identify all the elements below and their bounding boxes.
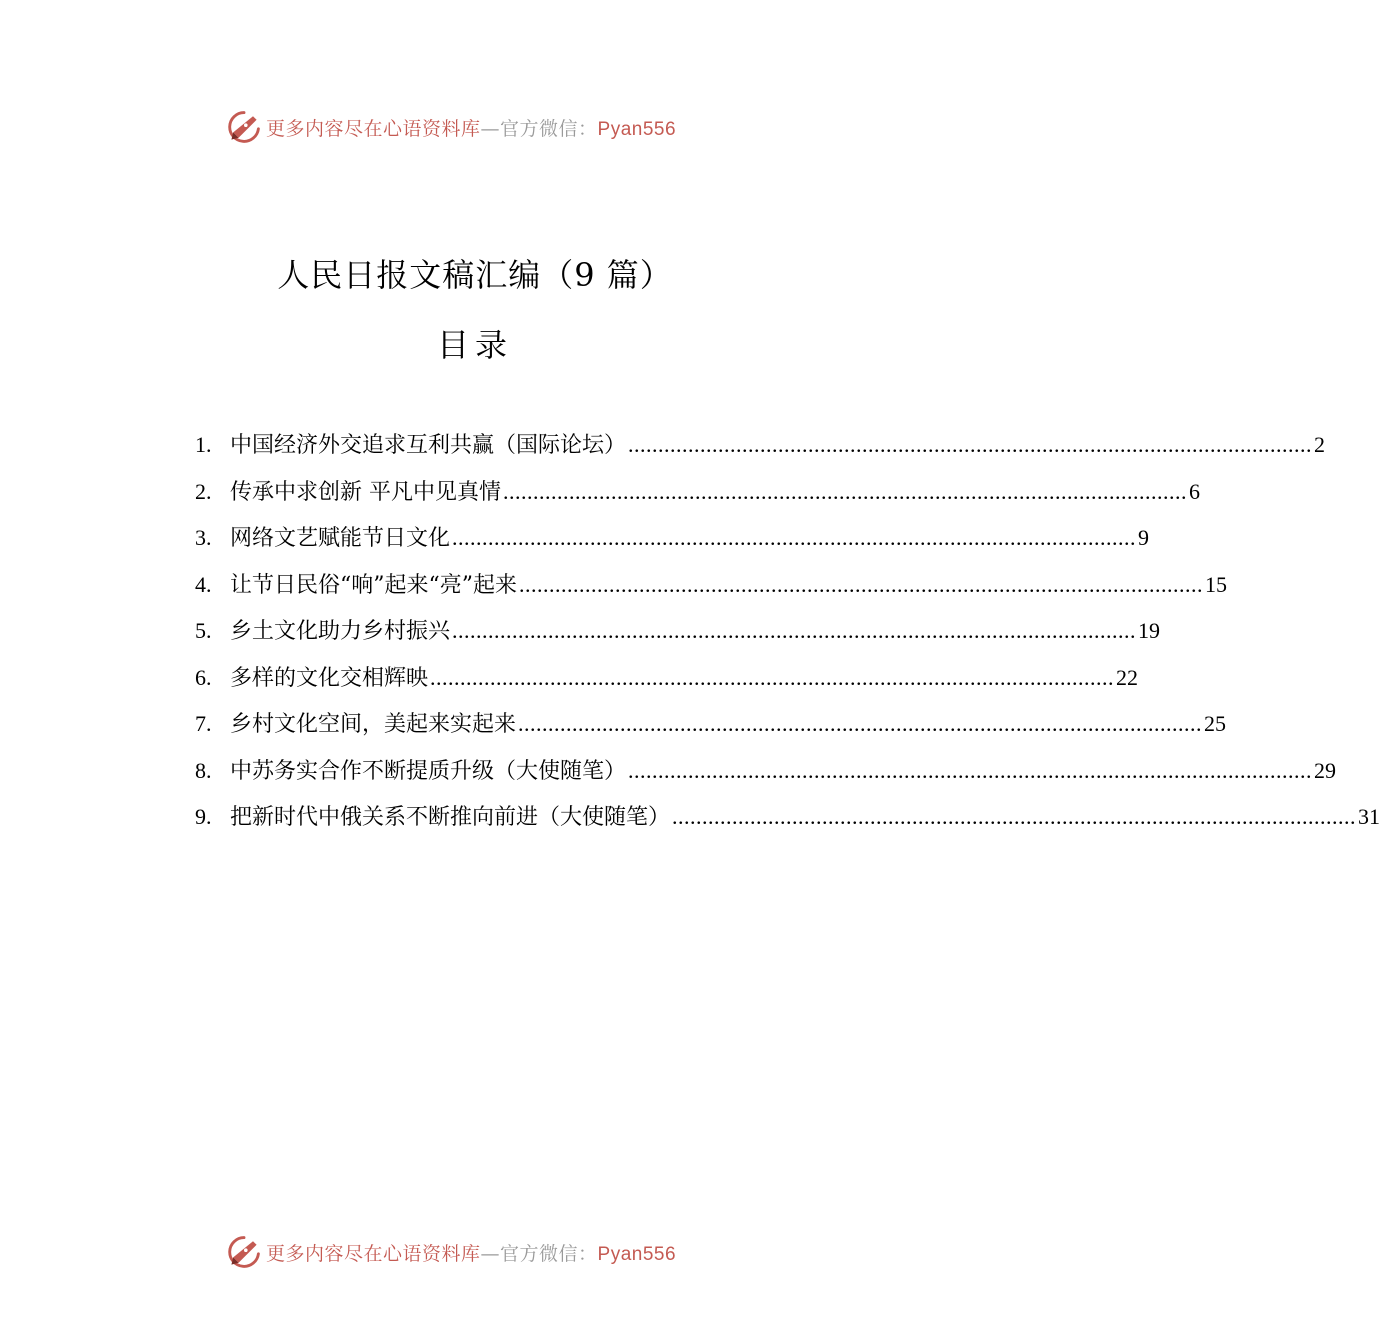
watermark-site-text: 更多内容尽在心语资料库 (266, 1242, 481, 1265)
toc-entry-page: 29 (1314, 757, 1337, 783)
toc-leader-dots: .................................................................................................................. (672, 804, 1357, 829)
toc-entry-1[interactable] (195, 428, 1326, 475)
toc-entry-page: 6 (1189, 478, 1200, 504)
toc-entry-page: 22 (1116, 664, 1139, 690)
toc-entry-4[interactable] (195, 568, 1227, 615)
watermark-wechat-id: Pyan556 (597, 118, 677, 140)
toc-entry-3[interactable] (195, 521, 1150, 568)
toc-entry-page: 9 (1138, 525, 1150, 550)
toc-entry-number: 2. (195, 478, 212, 504)
toc-entry-9[interactable] (195, 800, 1380, 847)
toc-entry-title: 乡村文化空间，美起来实起来 (230, 712, 517, 737)
toc-entry-number: 1. (195, 432, 212, 457)
toc-entry-8[interactable] (195, 754, 1337, 801)
toc-leader-dots: .................................................................................................................. (519, 571, 1203, 597)
toc-entry-title: 多样的文化交相辉映 (230, 665, 429, 691)
toc-entry-7[interactable] (195, 707, 1227, 754)
toc-entry-title: 中国经济外交追求互利共赢（国际论坛） (230, 433, 627, 458)
pen-nib-logo-icon (226, 109, 262, 145)
toc-entry-page: 19 (1138, 618, 1161, 643)
toc-entry-page: 2 (1314, 432, 1326, 457)
toc-entry-number: 3. (195, 525, 212, 550)
watermark-separator: — (480, 117, 501, 140)
watermark-wechat-id: Pyan556 (597, 1243, 677, 1265)
toc-entry-title: 中苏务实合作不断提质升级（大使随笔） (230, 758, 627, 784)
watermark-separator: — (480, 1242, 501, 1265)
toc-leader-dots: .................................................................................................................. (452, 618, 1137, 643)
toc-entry-page: 31 (1358, 804, 1380, 829)
toc-leader-dots: .................................................................................................................. (430, 664, 1115, 690)
watermark-official-text: 官方微信： (500, 117, 598, 140)
toc-leader-dots: .................................................................................................................. (503, 478, 1187, 504)
watermark-official-text: 官方微信： (500, 1242, 598, 1265)
toc-entry-number: 4. (195, 571, 212, 597)
toc-entry-6[interactable] (195, 661, 1139, 708)
pen-nib-logo-icon (226, 1234, 262, 1270)
toc-entry-number: 6. (195, 664, 212, 690)
toc-entry-title: 传承中求创新 平凡中见真情 (230, 479, 501, 505)
toc-leader-dots: .................................................................................................................. (628, 757, 1313, 783)
watermark-text (266, 114, 676, 141)
watermark-site-text: 更多内容尽在心语资料库 (266, 117, 481, 140)
toc-entry-5[interactable] (195, 614, 1161, 661)
toc-entry-page: 25 (1204, 711, 1227, 736)
toc-leader-dots: .................................................................................................................. (518, 711, 1203, 736)
toc-heading: 目录 (436, 326, 513, 364)
toc-entry-title: 把新时代中俄关系不断推向前进（大使随笔） (230, 805, 671, 830)
toc-entry-2[interactable] (195, 475, 1200, 522)
toc-entry-page: 15 (1205, 571, 1227, 597)
table-of-contents (195, 428, 1380, 847)
toc-entry-number: 9. (195, 804, 212, 829)
header-watermark (226, 107, 746, 147)
toc-leader-dots: .................................................................................................................. (628, 432, 1313, 457)
toc-leader-dots: .................................................................................................................. (452, 525, 1137, 550)
watermark-text (266, 1239, 676, 1266)
toc-entry-number: 7. (195, 711, 212, 736)
toc-entry-number: 8. (195, 757, 212, 783)
toc-entry-title: 网络文艺赋能节日文化 (230, 526, 451, 551)
toc-entry-number: 5. (195, 618, 212, 643)
document-title: 人民日报文稿汇编（9 篇） (277, 256, 673, 294)
toc-entry-title: 乡土文化助力乡村振兴 (230, 619, 451, 644)
footer-watermark (226, 1232, 746, 1272)
toc-entry-title: 让节日民俗“响”起来“亮”起来 (230, 572, 517, 598)
